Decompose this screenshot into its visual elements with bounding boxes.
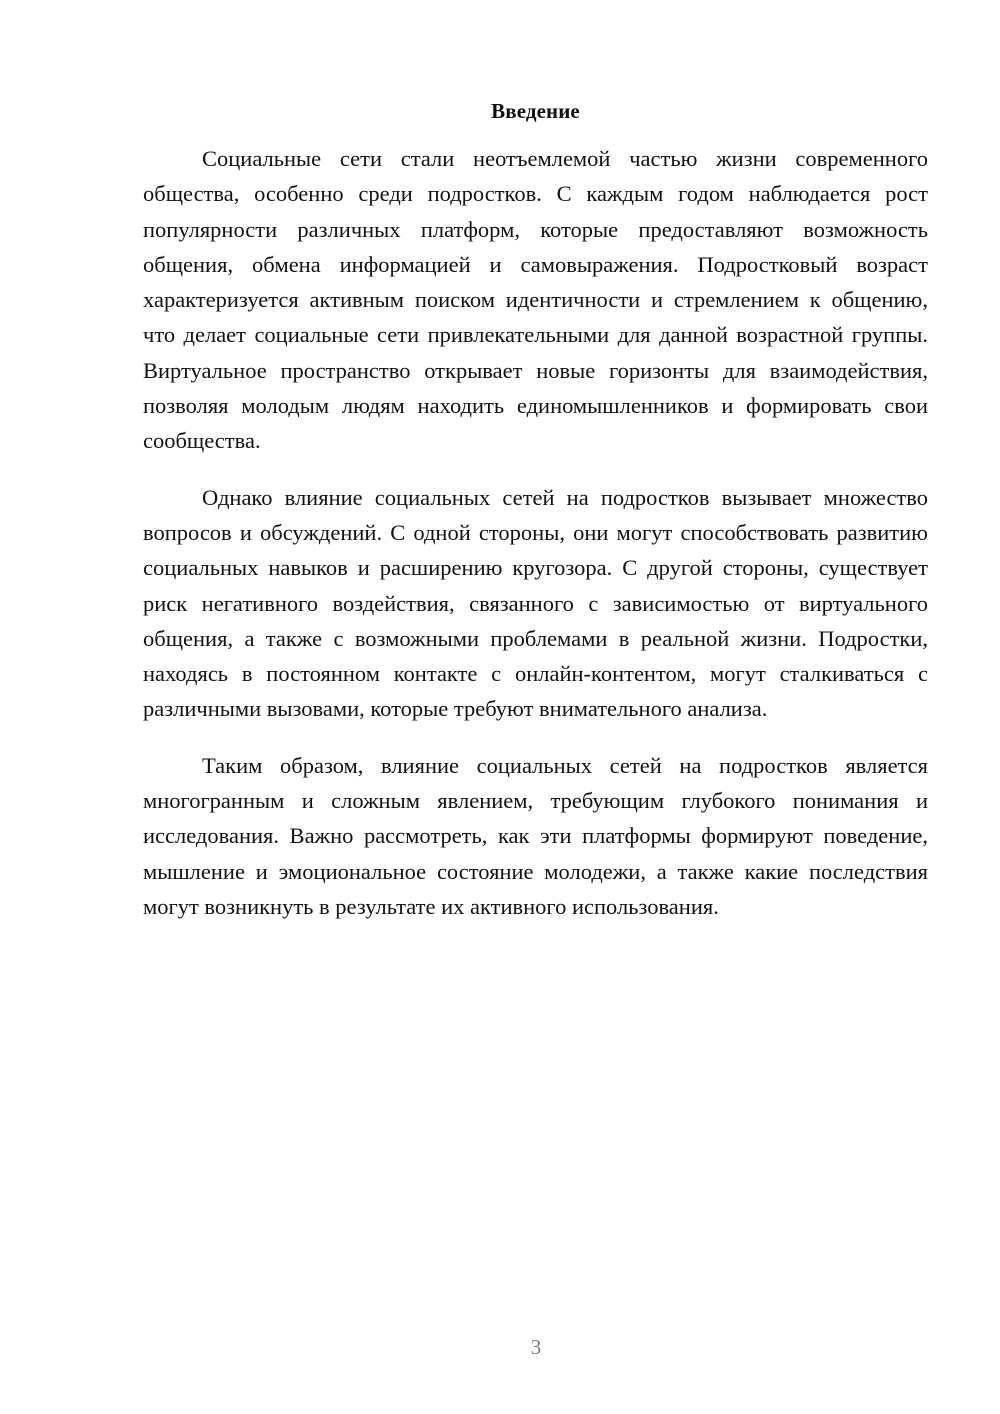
paragraph-3: Таким образом, влияние социальных сетей на подростков является многогранным и сложным явлением, требующим глубокого понимания и исследования. Важно рассмотреть, как эти платформы формируют поведение, мышление и эмоциональное состояние молодежи, а также какие последствия могут возникнуть в результате их активного использования. [143,752,928,919]
page-number: 3 [530,1335,542,1359]
paragraph-2: Однако влияние социальных сетей на подростков вызывает множество вопросов и обсуждений. С одной стороны, они могут способствовать развитию социальных навыков и расширению кругозора. С другой стороны, существует риск негативного воздействия, связанного с зависимостью от виртуального общения, а также с возможными проблемами в реальной жизни. Подростки, находясь в постоянном контакте с онлайн-контентом, могут сталкиваться с различными вызовами, которые требуют внимательного анализа. [143,484,928,722]
paragraph-1: Социальные сети стали неотъемлемой частью жизни современного общества, особенно среди подростков. С каждым годом наблюдается рост популярности различных платформ, которые предоставляют возможность общения, обмена информацией и самовыражения. Подростковый возраст характеризуется активным поиском идентичности и стремлением к общению, что делает социальные сети привлекательными для данной возрастной группы. Виртуальное пространство открывает новые горизонты для взаимодействия, позволяя молодым людям находить единомышленников и формировать свои сообщества. [143,146,928,454]
page-content [143,94,928,945]
section-title: Введение [491,99,580,123]
